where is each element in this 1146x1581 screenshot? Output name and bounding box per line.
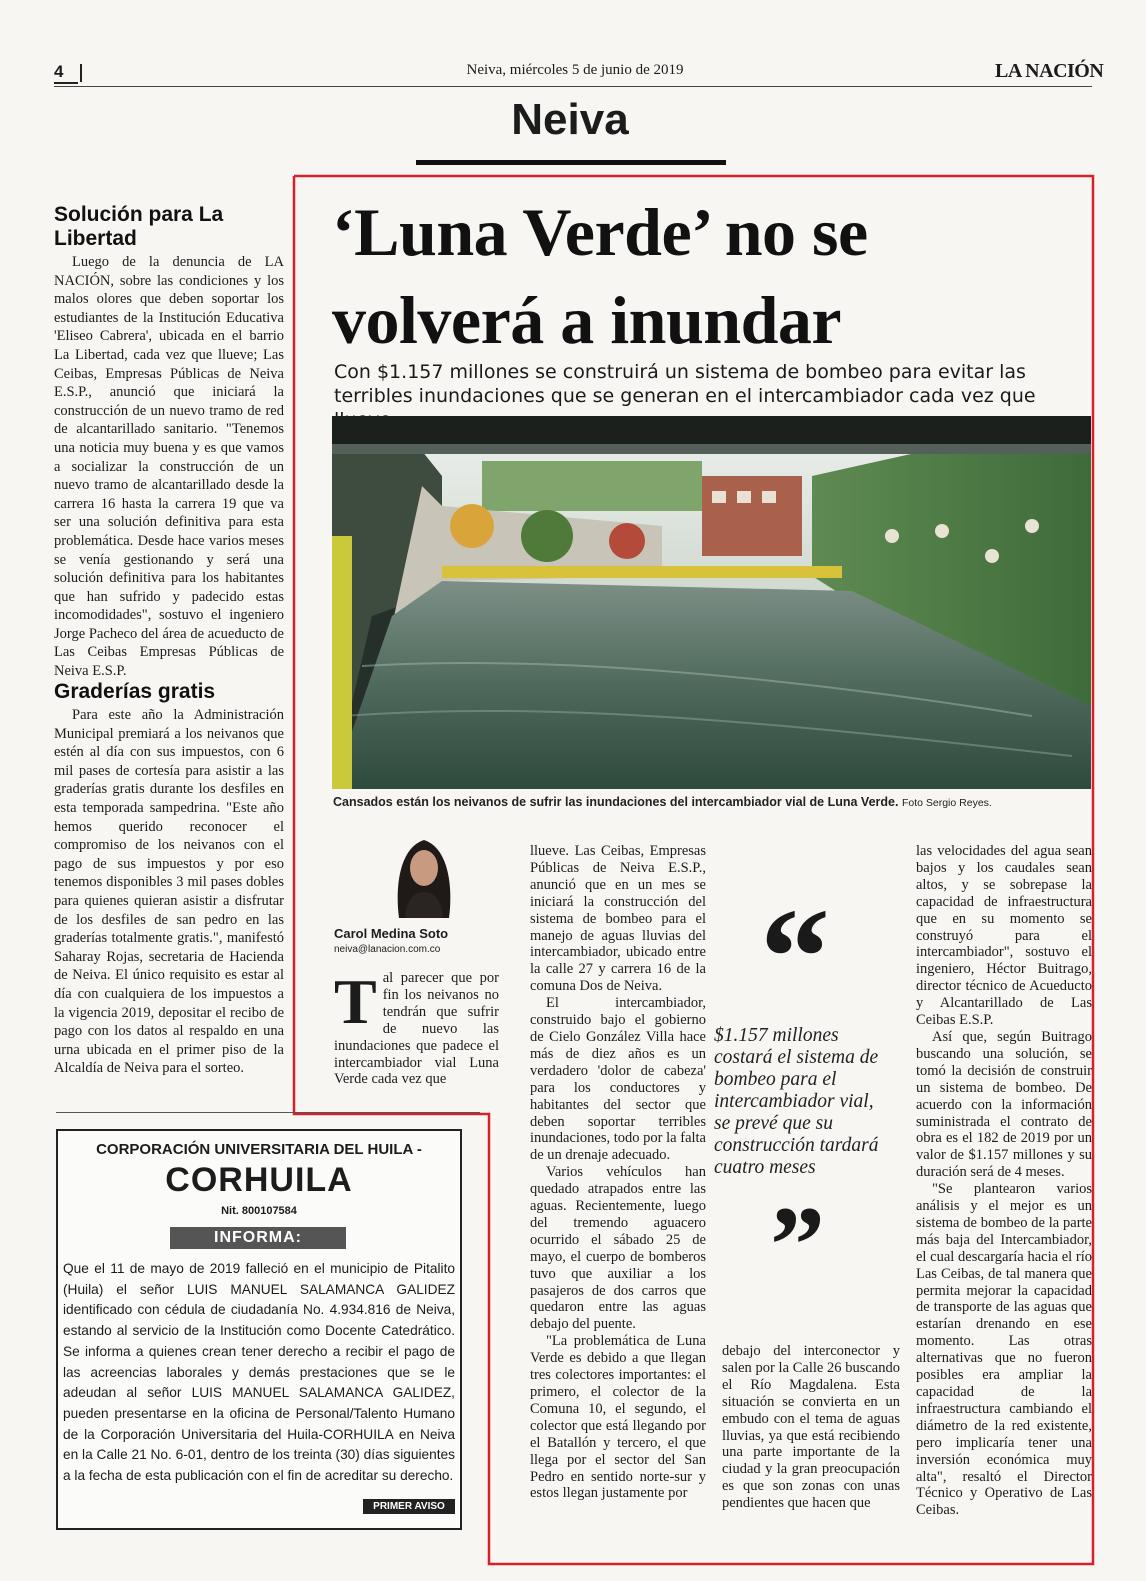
paragraph: debajo del interconector y salen por la Calle 26 buscando el Río Magdalena. Esta situación se convierta en un embudo con el tema de aguas lluvias, ya que está recibiendo una parte importante de la ciudad y la gran preocupación es que son zonas con unas pendientes que hacen que (722, 1343, 900, 1512)
deck: Con $1.157 millones se construirá un sistema de bombeo para evitar las terribles inundaciones que se generan en el intercambiador cada vez que (334, 361, 1036, 407)
author-photo (385, 828, 463, 918)
author-email[interactable]: neiva@lanacion.com.co (334, 944, 441, 955)
photo-credit: Foto Sergio Reyes. (901, 797, 992, 809)
photo-caption (333, 795, 1093, 809)
paragraph: Varios vehículos han quedado atrapados entre las aguas. Recientemente, luego del tremendo aguacero ocurrido el sábado 25 de mayo, el cuerpo de bomberos tuvo que auxiliar a los pasajeros de dos carros que quedaron entre las aguas debajo del puente. (530, 1164, 706, 1333)
flooded-underpass-photo (332, 416, 1091, 789)
close-quote-mark: ” (770, 1184, 825, 1306)
article-column-2 (530, 843, 706, 1502)
article-column-4 (916, 843, 1092, 1519)
ad-title: CORPORACIÓN UNIVERSITARIA DEL HUILA - (96, 1141, 422, 1158)
paragraph: El intercambiador, construido bajo el gobierno de Cielo González Villa hace más de diez años es un verdadero 'dolor de cabeza' para los conductores y habitantes del sector que deben soportar terribles inundaciones, todo por la falta de un drenaje adecuado. (530, 995, 706, 1164)
header-rule (54, 86, 1092, 87)
paragraph: "Se plantearon varios análisis y el mejor es un sistema de bombeo de la parte más baja del Intercambiador, el cual descargaría hacia el río Las Ceibas, de tal manera que permita mejorar la capacidad de transporte de las aguas que estarían drenando en ese momento. Las otras alternativas que no fueron posibles era ampliar la capacidad de la infraestructura cambiando el diámetro de la red existente, pero implicaría tener una inversión económica muy alta", resaltó el Director Técnico y Operativo de Las Ceibas. (916, 1181, 1092, 1519)
brief-body: Luego de la denuncia de LA NACIÓN, sobre las condiciones y los malos olores que deben soportar los estudiantes de la Institución Educativa 'Eliseo Cabrera', ubicada en el barrio La Libertad, cada vez que llueve; Las Ceibas, Empresas Públicas de Neiva E.S.P., anunció que iniciará la construcción de un nuevo tramo de red de alcantarillado sanitario. "Tenemos una noticia muy buena y es que vamos a socializar la construcción de un nuevo tramo de alcantarillado desde la carrera 16 hasta la carrera 19 que va ser una solución definitiva para esta problemática. Desde hace varios meses se venía gestionando y será una solución definitiva para los habitantes que han sufrido y padecido estas incomodidades", sostuvo el ingeniero Jorge Pacheco del área de acueducto de Las Ceibas Empresas Públicas de Neiva E.S.P. (54, 254, 284, 680)
paragraph: "La problemática de Luna Verde es debido a que llegan tres colectores importantes: el primero, el colector de la Comuna 10, el segundo, el colector que está llegando por el Batallón y tercero, el que llega por el sector del San Pedro en sentido norte-sur y estos llegan justamente por (530, 1333, 706, 1502)
ad-aviso-badge: PRIMER AVISO (363, 1499, 455, 1514)
brief-title: Solución para La Libertad (54, 203, 224, 250)
ad-informa-banner: INFORMA: (170, 1227, 346, 1249)
ad-separator (56, 1112, 480, 1113)
pull-quote: $1.157 millones costará el sistema de bombeo para el intercambiador vial, se prevé que su construcción tardará cuatro meses (714, 1025, 879, 1178)
lead-paragraph: al parecer que por fin los neivanos no tendrán que sufrir de nuevo las inundaciones que padece el intercambiador vial Luna Verde cada vez que (334, 970, 499, 1088)
paragraph: las velocidades del agua sean bajos y los caudales sean altos, y se sobrepase la capacidad de infraestructura que en su momento se construyó para el intercambiador", sostuvo el ingeniero, Héctor Buitrago, director técnico de Acueducto y Alcantarillado de Las Ceibas E.S.P. (916, 843, 1092, 1029)
dateline: Neiva, miércoles 5 de junio de 2019 (466, 62, 684, 78)
author-name: Carol Medina Soto (334, 926, 449, 941)
article-column-1 (334, 966, 499, 1088)
paragraph: Así que, según Buitrago buscando una solución, se tomó la decisión de construir un sistema de bombeo. De acuerdo con la información suministrada el contrato de obra es el 182 de 2019 por un valor de $1.157 millones y su duración será de 4 meses. (916, 1028, 1092, 1181)
ad-body: Que el 11 de mayo de 2019 falleció en el municipio de Pitalito (Huila) el señor LUIS MANUEL SALAMANCA GALIDEZ identificado con cédula de ciudadanía No. 4.934.816 de Neiva, estando al servicio de la Institución como Docente Catedrático. Se informa a quienes crean tener derecho a recibir el pago de las acreencias laborales y demás prestaciones que se le adeudan al señor LUIS MANUEL SALAMANCA GALIDEZ, pueden presentarse en la oficina de Personal/Talento Humano de la Corporación Universitaria del Huila-CORHUILA en Neiva en la Calle 21 No. 6-01, dentro de los treinta (30) días siguientes a la fecha de esta publicación con el fin de acreditar su derecho. (63, 1261, 455, 1484)
caption-text: Cansados están los neivanos de sufrir las inundaciones del intercambiador vial de Luna Verde. (333, 795, 899, 809)
headline: ‘Luna Verde’ no se volverá a inundar (332, 194, 868, 358)
brief-graderias (54, 680, 284, 1078)
drop-cap: T (334, 966, 377, 1037)
ad-nit: Nit. 800107584 (221, 1205, 297, 1217)
page-number: 4 (54, 62, 78, 84)
brief-title: Graderías gratis (54, 680, 216, 703)
section-rule (416, 160, 726, 165)
paragraph: llueve. Las Ceibas, Empresas Públicas de Neiva E.S.P., anunció que en un mes se iniciará la construcción del sistema de bombeo para el manejo de aguas lluvias del intercambiador, ubicado entre la calle 27 y carrera 16 de la comuna Dos de Neiva. (530, 843, 706, 995)
open-quote-mark: “ (760, 880, 830, 1035)
masthead-logo: LA NACIÓN (995, 60, 1104, 82)
section-title: Neiva (511, 95, 629, 144)
ad-brand-name: CORHUILA (165, 1161, 353, 1199)
brief-libertad (54, 203, 284, 681)
article-column-3 (722, 1343, 900, 1512)
corhuila-notice-ad (56, 1129, 462, 1530)
brief-body: Para este año la Administración Municipal premiará a los neivanos que estén al día con sus impuestos, con 6 mil pases de cortesía para asistir a las graderías gratis durante los desfiles en esta temporada sampedrina. "Este año hemos querido reconocer el compromiso de los neivanos con el pago de sus impuestos y por eso tenemos disponibles 3 mil pases dobles para quienes quieran asistir a disfrutar de los desfiles de san pedro en las graderías totalmente gratis.", manifestó Saharay Rojas, secretaria de Hacienda de Neiva. El único requisito es estar al día con cualquiera de los impuestos a la vigencia 2019, depositar el recibo de pago con los datos al respaldo en una urna ubicada en el primer piso de la Alcaldía de Neiva para el sorteo. (54, 707, 284, 1077)
